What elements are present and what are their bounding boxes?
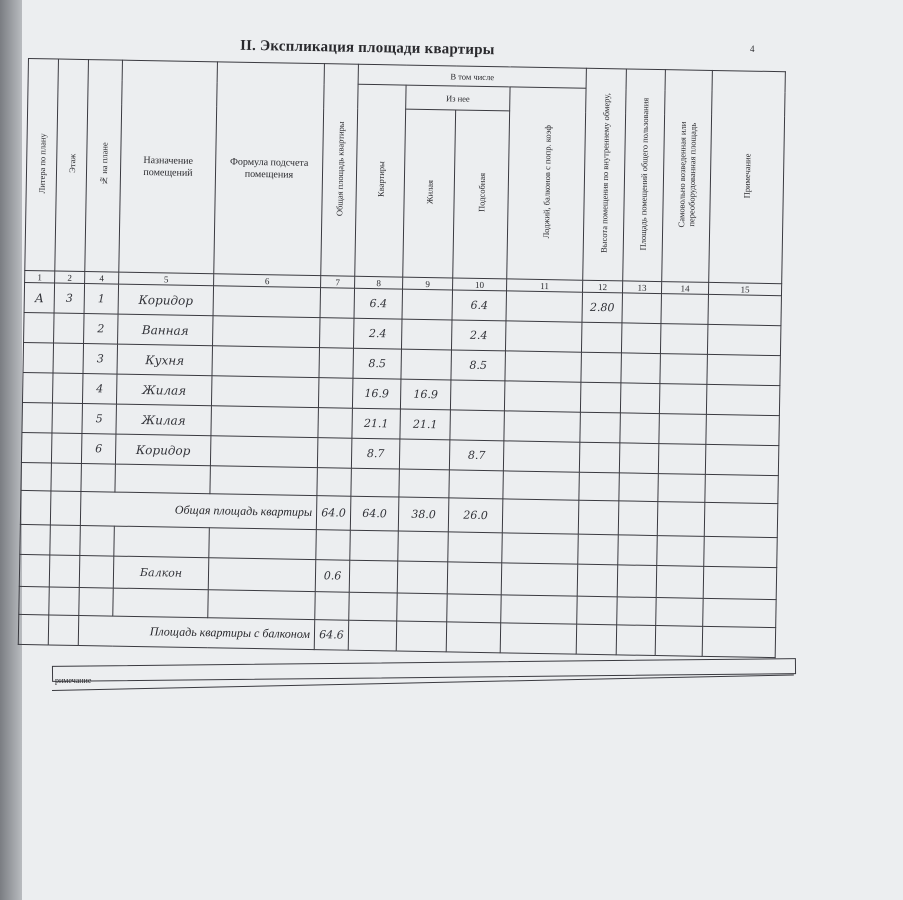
- cell-zhilaya: 21.1: [400, 409, 451, 440]
- cell-litera: А: [24, 282, 55, 313]
- cell-podsobnaya: 6.4: [452, 290, 507, 321]
- cell-podsobnaya: 2.4: [451, 320, 506, 351]
- cell-zhilaya: 16.9: [400, 379, 451, 410]
- cell-kvartiry: 8.7: [351, 438, 400, 469]
- col-number: 15: [708, 282, 781, 295]
- cell-name: Ванная: [118, 314, 214, 346]
- header-podsobnaya: Подсобная: [453, 110, 510, 279]
- cell-nomer: 3: [83, 344, 118, 375]
- header-naznachenie: Назначение помещений: [119, 60, 218, 274]
- header-litera: Литера по плану: [25, 59, 59, 271]
- col-number: 4: [85, 272, 119, 285]
- col-number: 9: [403, 277, 453, 290]
- header-obshch-polz: Площадь помещений общего пользования: [623, 69, 666, 282]
- cell-kvartiry: 2.4: [353, 318, 402, 349]
- balcony-name: Балкон: [113, 556, 209, 590]
- cell-nomer: 1: [84, 284, 119, 315]
- cell-name: Коридор: [118, 284, 214, 316]
- header-formula: Формула подсчета помещения: [214, 62, 325, 276]
- page-title: II. Экспликация площади квартиры: [239, 37, 495, 59]
- total-label: Общая площадь квартиры: [80, 491, 317, 529]
- total-obshchaya: 64.0: [316, 496, 351, 531]
- header-v-tom-chisle: В том числе: [358, 64, 586, 88]
- header-iz-nee: Из нее: [406, 85, 510, 111]
- cell-podsobnaya: 8.7: [449, 440, 504, 471]
- cell-etazh: 3: [54, 283, 85, 314]
- cell-name: Жилая: [116, 404, 212, 436]
- cell-nomer: 4: [82, 374, 117, 405]
- cell-name: Кухня: [117, 344, 213, 376]
- header-zhilaya: Жилая: [403, 109, 456, 278]
- with-balcony-obshchaya: 64.6: [314, 620, 349, 651]
- total-kvartiry: 64.0: [350, 496, 399, 531]
- header-kvartiry: Квартиры: [355, 84, 406, 277]
- col-number: 14: [661, 282, 708, 295]
- cell-lodzhii: [506, 291, 583, 322]
- cell-name: Коридор: [115, 434, 211, 466]
- cell-name: Жилая: [116, 374, 212, 406]
- binder-edge: [0, 0, 22, 900]
- cell-vysota: 2.80: [582, 292, 623, 323]
- col-number: 8: [355, 276, 403, 289]
- cell-obshchaya: [320, 288, 355, 319]
- header-obshchaya: Общая площадь квартиры: [321, 64, 359, 277]
- cell-formula: [213, 286, 321, 318]
- header-nomer: № на плане: [85, 60, 123, 273]
- total-podsobnaya: 26.0: [448, 498, 503, 533]
- col-number: 10: [453, 278, 507, 291]
- cell-podsobnaya: 8.5: [451, 350, 506, 381]
- col-number: 7: [321, 276, 355, 289]
- cell-nomer: 2: [84, 314, 119, 345]
- header-lodzhii: Лоджий, балконов с попр. коэф: [507, 87, 586, 280]
- col-number: 5: [119, 272, 214, 286]
- col-number: 6: [214, 274, 321, 288]
- page-number: 4: [750, 44, 755, 54]
- cell-kvartiry: 21.1: [352, 408, 401, 439]
- explication-table: [18, 58, 786, 658]
- col-number: 13: [622, 281, 661, 294]
- col-number: 2: [55, 271, 85, 284]
- total-zhilaya: 38.0: [398, 497, 449, 532]
- header-primechanie: Примечание: [709, 70, 786, 283]
- cell-nomer: 5: [82, 404, 117, 435]
- cell-kvartiry: 16.9: [352, 378, 401, 409]
- cell-zhilaya: [402, 289, 453, 320]
- header-samovolno: Самовольно возведенная или переоборудованная площадь: [662, 70, 713, 283]
- col-number: 11: [507, 279, 583, 292]
- with-balcony-label: Площадь квартиры с балконом: [78, 615, 314, 649]
- cell-kvartiry: 6.4: [354, 288, 403, 319]
- col-number: 12: [582, 280, 622, 293]
- header-vysota: Высота помещения по внутреннему обмеру,: [583, 68, 627, 281]
- header-etazh: Этаж: [55, 59, 89, 271]
- cell-kvartiry: 8.5: [353, 348, 402, 379]
- col-number: 1: [25, 270, 55, 283]
- note-label: римечание: [55, 676, 92, 685]
- cell-nomer: 6: [81, 433, 116, 464]
- balcony-obshchaya: 0.6: [315, 560, 350, 593]
